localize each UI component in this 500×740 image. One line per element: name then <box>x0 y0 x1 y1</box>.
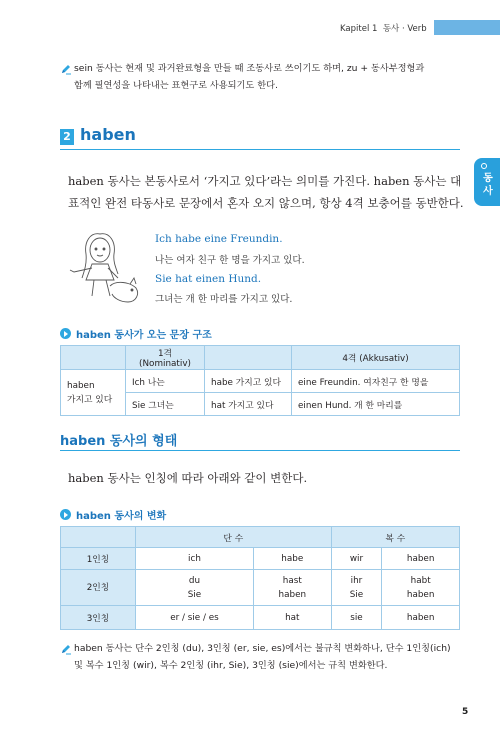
example-1-german: Ich habe eine Freundin. <box>155 233 283 245</box>
header-section: 동사 · Verb <box>382 24 427 34</box>
table1-header-cell: 4격 (Akkusativ) <box>292 346 460 370</box>
note-line-2: 및 복수 1인칭 (wir), 복수 2인칭 (ihr, Sie), 3인칭 (sie)에서는 규칙 변화한다. <box>74 660 388 671</box>
example-1-korean: 나는 여자 친구 한 명을 가지고 있다. <box>155 255 305 266</box>
conjugation-table <box>60 526 460 630</box>
pencil-icon <box>60 643 72 655</box>
conj-line: haben <box>278 589 307 600</box>
intro-paragraph <box>68 170 468 214</box>
side-tab-dot-icon <box>481 163 487 169</box>
table1-cell: hat 가지고 있다 <box>205 393 292 416</box>
table1-title <box>60 326 212 341</box>
row-label-line: haben <box>67 380 95 391</box>
conj-cell <box>253 570 331 606</box>
table2-header-singular: 단 수 <box>136 527 332 548</box>
side-tab[interactable] <box>474 158 500 206</box>
person-label: 3인칭 <box>61 606 136 630</box>
conj-cell: ich <box>136 548 254 570</box>
conj-line: Sie <box>349 589 364 600</box>
conj-cell: er / sie / es <box>136 606 254 630</box>
conj-cell: wir <box>331 548 382 570</box>
note-line-2: 함께 필연성을 나타내는 표현구로 사용되기도 한다. <box>74 80 278 91</box>
table2-header-plural: 복 수 <box>331 527 459 548</box>
table1-cell: eine Freundin. 여자친구 한 명을 <box>292 370 460 393</box>
page-number: 5 <box>462 707 469 717</box>
pencil-icon <box>60 63 72 75</box>
example-2-german: Sie hat einen Hund. <box>155 273 262 285</box>
conj-line: habt <box>410 575 431 586</box>
subsection-rule <box>60 450 460 451</box>
subsection-title: haben 동사의 형태 <box>60 434 178 449</box>
note-line-1: haben 동사는 단수 2인칭 (du), 3인칭 (er, sie, es)에서는 불규칙 변화하나, 단수 1인칭(ich) <box>74 643 451 654</box>
note-haben <box>60 640 470 674</box>
note-sein <box>60 60 470 94</box>
header-chapter: Kapitel 1 <box>340 24 378 34</box>
header-color-bar <box>434 20 500 35</box>
table1-row-label <box>61 370 126 416</box>
table2-header-cell <box>61 527 136 548</box>
table1-header-row <box>61 346 460 370</box>
running-header <box>340 22 427 34</box>
conj-line: haben <box>406 589 435 600</box>
table1-cell: habe 가지고 있다 <box>205 370 292 393</box>
side-tab-label: 동사 <box>483 173 493 197</box>
table2-title <box>60 507 166 522</box>
example-2-korean: 그녀는 개 한 마리를 가지고 있다. <box>155 294 293 305</box>
table-row <box>61 606 460 630</box>
person-label: 2인칭 <box>61 570 136 606</box>
play-circle-icon <box>60 328 71 339</box>
section-number: 2 <box>60 129 74 145</box>
section-title: haben <box>80 125 136 144</box>
table2-header-row <box>61 527 460 548</box>
table1-cell: Sie 그녀는 <box>126 393 205 416</box>
table1-header-cell <box>61 346 126 370</box>
girl-with-dog-illustration <box>60 224 148 308</box>
conj-cell <box>136 570 254 606</box>
table1-cell: einen Hund. 개 한 마리를 <box>292 393 460 416</box>
conj-line: Sie <box>187 589 202 600</box>
play-circle-icon <box>60 509 71 520</box>
section-rule <box>60 149 460 150</box>
table1-cell: Ich 나는 <box>126 370 205 393</box>
intro-line-2: 표적인 완전 타동사로 문장에서 혼자 오지 않으며, 항상 4격 보충어를 동반한다. <box>68 196 464 210</box>
conj-cell: habe <box>253 548 331 570</box>
conj-line: du <box>188 575 201 586</box>
sentence-structure-table <box>60 345 460 416</box>
person-label: 1인칭 <box>61 548 136 570</box>
table-row <box>61 370 460 393</box>
table-row <box>61 548 460 570</box>
conj-cell: sie <box>331 606 382 630</box>
table-row <box>61 570 460 606</box>
table2-title-text: haben 동사의 변화 <box>76 511 167 522</box>
table1-title-text: haben 동사가 오는 문장 구조 <box>76 330 212 341</box>
conj-cell <box>331 570 382 606</box>
row-label-line: 가지고 있다 <box>67 394 113 405</box>
forms-intro: haben 동사는 인칭에 따라 아래와 같이 변한다. <box>68 471 308 485</box>
note-line-1: sein 동사는 현재 및 과거완료형을 만들 때 조동사로 쓰이기도 하며, zu + 동사부정형과 <box>74 63 425 74</box>
conj-line: ihr <box>350 575 363 586</box>
table1-header-cell: 1격 (Nominativ) <box>126 346 205 370</box>
conj-cell <box>382 570 460 606</box>
conj-cell: hat <box>253 606 331 630</box>
conj-cell: haben <box>382 548 460 570</box>
table1-header-cell <box>205 346 292 370</box>
conj-cell: haben <box>382 606 460 630</box>
conj-line: hast <box>282 575 302 586</box>
intro-line-1: haben 동사는 본동사로서 ‘가지고 있다’라는 의미를 가진다. haben 동사는 대 <box>68 174 462 188</box>
